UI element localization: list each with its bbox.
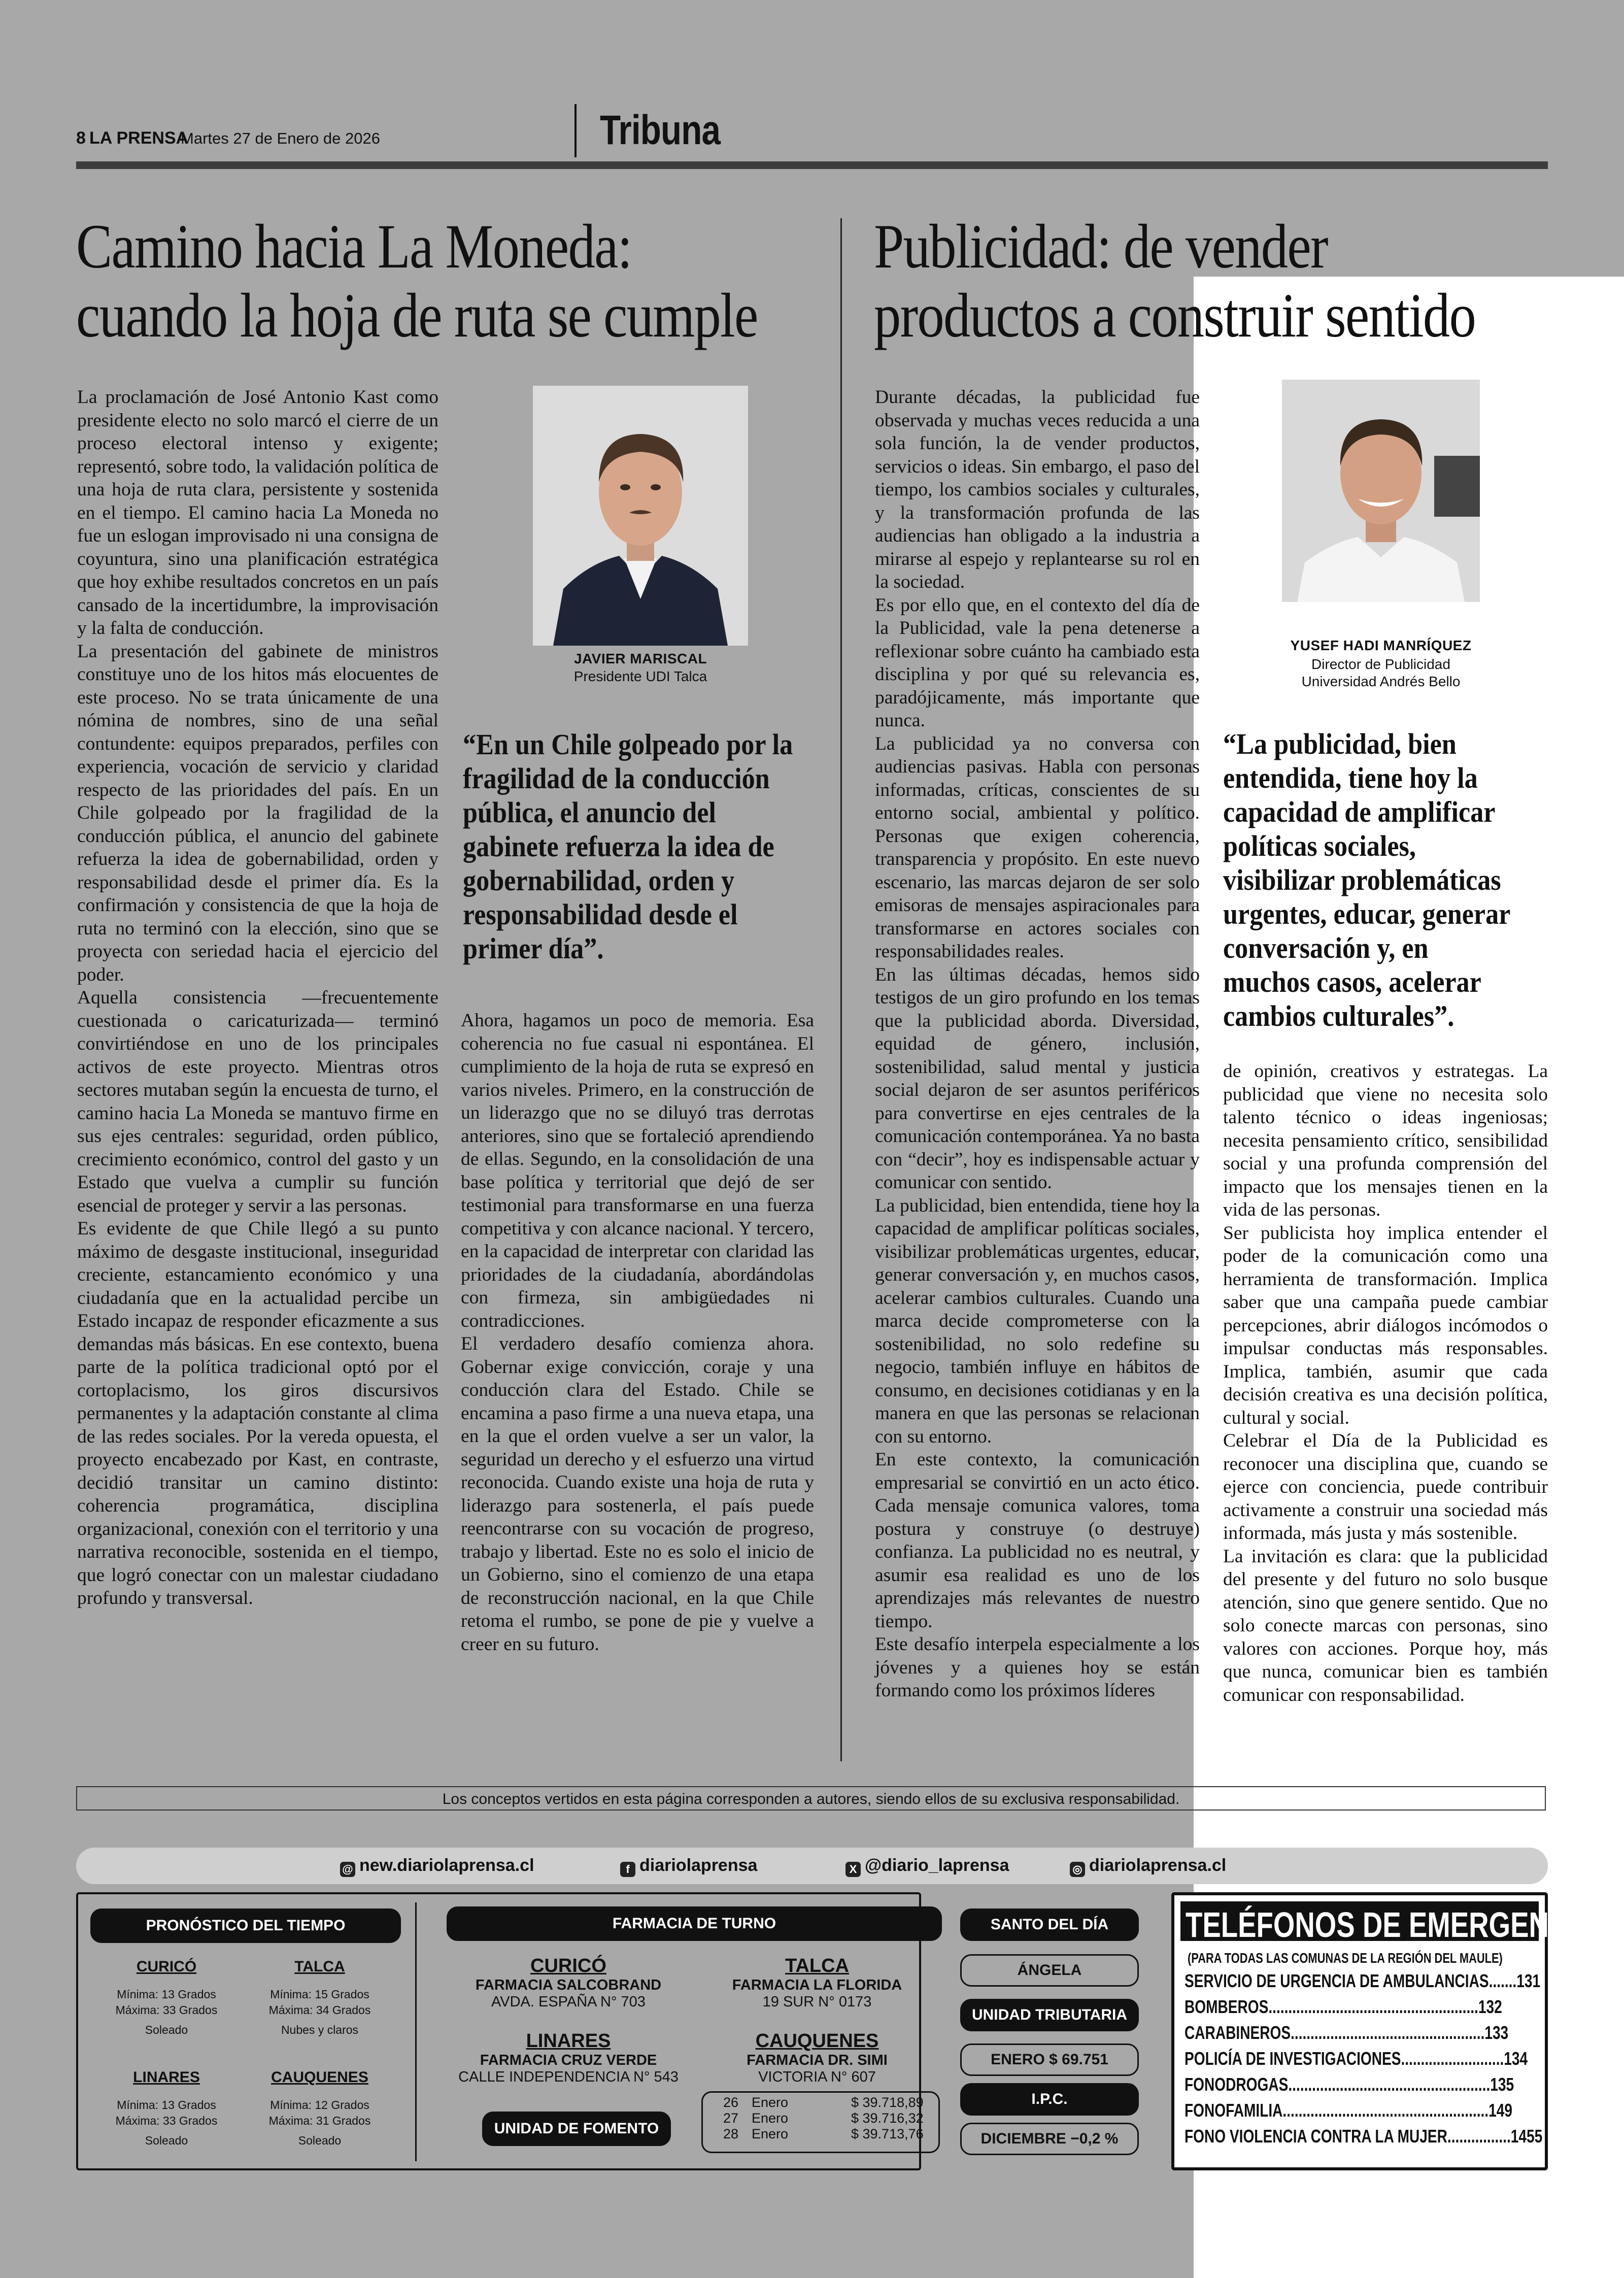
page-number: 8 bbox=[76, 128, 86, 148]
emergency-list bbox=[1185, 1970, 1543, 2152]
paragraph: En las últimas décadas, hemos sido testigos de un giro profundo en los temas que la publicidad aborda. Diversidad, equidad de género, inclusión, sostenibilidad, salud mental y justicia social dejaron de ser asuntos periféricos para convertirse en ejes centrales de la comunicación contemporánea. Ya no basta con “decir”, hoy es indispensable actuar y comunicar con sentido. bbox=[875, 964, 1200, 1193]
weather-talca: TALCA Mínima: 15 Grados Máxima: 34 Grados Nubes y claros bbox=[268, 1958, 371, 2036]
pharmacy-title: FARMACIA DE TURNO bbox=[447, 1906, 942, 1941]
right-headline-line2: productos a construir sentido bbox=[874, 281, 1476, 350]
paragraph: Ser publicista hoy implica entender el poder de la comunicación como una herramienta de transformación. Implica saber que una campaña puede cambiar percepciones, abrir diálogos incómodos o impulsar conductas más responsables. Implica, también, asumir que cada decisión creativa es una decisión política, cultural y social. bbox=[1223, 1222, 1548, 1428]
portrait-illustration bbox=[533, 386, 748, 646]
pharmacy-curico: CURICÓ FARMACIA SALCOBRAND AVDA. ESPAÑA N° 703 bbox=[475, 1955, 662, 2010]
newspaper-name: LA PRENSA bbox=[89, 128, 189, 148]
weather-curico: CURICÓ Mínima: 13 Grados Máxima: 33 Grados Soleado bbox=[115, 1958, 218, 2036]
paragraph: La publicidad ya no conversa con audiencias pasivas. Habla con personas informadas, críticas, conscientes de su entorno social, ambiental y político. Personas que exigen coherencia, transparencia y propósito. En este nuevo escenario, las marcas dejaron de ser solo emisoras de mensajes aspiracionales para transformarse en actores sociales con responsabilidades reales. bbox=[875, 733, 1200, 962]
paragraph: La proclamación de José Antonio Kast como presidente electo no solo marcó el cierre de un proceso electoral intenso y exigente; representó, sobre todo, la validación política de una hoja de ruta clara, persistente y sostenida en el tiempo. El camino hacia La Moneda no fue un eslogan improvisado ni una consigna de coyuntura, sino una planificación estratégica que hoy exhibe resultados concretos en un país cansado de la incertidumbre, la improvisación y la falta de conducción. bbox=[77, 387, 438, 639]
left-headline-line2: cuando la hoja de ruta se cumple bbox=[76, 281, 758, 350]
paragraph: Celebrar el Día de la Publicidad es reconocer una disciplina que, cuando se ejerce con conciencia, puede contribuir activamente a construir una sociedad más informada, más justa y más sostenible. bbox=[1223, 1430, 1548, 1544]
right-article-column-1 bbox=[875, 386, 1200, 1702]
fomento-label: UNIDAD DE FOMENTO bbox=[482, 2112, 671, 2146]
right-article-headline bbox=[874, 212, 1475, 350]
services-divider bbox=[415, 1902, 417, 2161]
paragraph: Este desafío interpela especialmente a los jóvenes y a quienes hoy se están formando como los próximos líderes bbox=[875, 1634, 1200, 1701]
right-headline-line1: Publicidad: de vender bbox=[874, 212, 1328, 281]
left-article-column-2 bbox=[461, 1009, 814, 1656]
left-article-headline bbox=[76, 212, 758, 350]
left-author-name: JAVIER MARISCAL bbox=[573, 651, 707, 666]
fomento-row: 26 Enero $ 39.718,89 bbox=[723, 2095, 924, 2110]
website-link[interactable]: @ new.diariolaprensa.cl bbox=[340, 1856, 534, 1877]
left-article-column-1 bbox=[77, 386, 438, 1610]
disclaimer-box: Los conceptos vertidos en esta página corresponden a autores, siendo ellos de su exclusiva responsabilidad. bbox=[76, 1786, 1546, 1811]
fomento-table bbox=[701, 2091, 940, 2153]
portrait-illustration bbox=[1282, 380, 1480, 602]
emergency-line: CARABINEROS.................................................133 bbox=[1185, 2022, 1509, 2043]
emergency-line: BOMBEROS.....................................................132 bbox=[1185, 1996, 1502, 2017]
santo-label: SANTO DEL DÍA bbox=[960, 1908, 1139, 1941]
article-divider bbox=[840, 218, 842, 1761]
right-article-column-2 bbox=[1223, 1060, 1548, 1706]
left-pull-quote: “En un Chile golpeado por la fragilidad de la conducción pública, el anuncio del gabinete refuerza la idea de gobernabilidad, orden y responsabilidad desde el primer día”. bbox=[463, 728, 793, 965]
emergency-line: FONODROGAS...................................................135 bbox=[1185, 2074, 1514, 2095]
facebook-icon: f bbox=[620, 1862, 635, 1877]
emergency-line: POLICÍA DE INVESTIGACIONES..........................134 bbox=[1185, 2048, 1528, 2069]
section-title: Tribuna bbox=[600, 107, 721, 153]
x-link[interactable]: X @diario_laprensa bbox=[845, 1856, 1009, 1877]
paragraph: En este contexto, la comunicación empresarial se convirtió en un acto ético. Cada mensaje comunica valores, toma postura y construye (o destruye) confianza. La publicidad no es neutral, y asumir esa realidad es uno de los aprendizajes más relevantes de nuestro tiempo. bbox=[875, 1449, 1200, 1632]
author-photo-javier-mariscal bbox=[533, 386, 748, 646]
author-photo-yusef-hadi bbox=[1282, 380, 1480, 602]
utm-label: UNIDAD TRIBUTARIA bbox=[960, 1999, 1139, 2031]
left-headline-line1: Camino hacia La Moneda: bbox=[76, 212, 632, 281]
paragraph: El verdadero desafío comienza ahora. Gobernar exige convicción, coraje y una conducción clara del Estado. Chile se encamina a paso firme a una nueva etapa, una en la que el orden vuelve a ser un valor, la seguridad un derecho y el esfuerzo una virtud reconocida. Cuando existe una hoja de ruta y liderazgo para sostenerla, el país puede reencontrarse con su vocación de progreso, trabajo y libertad. Este no es solo el inicio de un Gobierno, sino el comienzo de una etapa de reconstrucción nacional, en la que Chile retoma el rumbo, se pone de pie y vuelve a creer en su futuro. bbox=[461, 1333, 814, 1655]
paragraph: Aquella consistencia —frecuentemente cuestionada o caricaturizada— terminó convirtiéndose en uno de los principales activos de este proyecto. Mientras otros sectores mutaban según la encuesta de turno, el camino hacia La Moneda se mantuvo firme en sus ejes centrales: seguridad, orden público, crecimiento económico, control del gasto y un Estado que vuelva a cumplir su función esencial de proteger y servir a las personas. bbox=[77, 987, 438, 1216]
right-author-name: YUSEF HADI MANRÍQUEZ bbox=[1290, 638, 1472, 653]
globe-icon: @ bbox=[340, 1862, 355, 1877]
santo-value: ÁNGELA bbox=[960, 1954, 1139, 1987]
emergency-line: FONOFAMILIA....................................................149 bbox=[1185, 2100, 1512, 2121]
weather-cauquenes: CAUQUENES Mínima: 12 Grados Máxima: 31 Grados Soleado bbox=[268, 2069, 371, 2147]
header-divider bbox=[574, 104, 577, 157]
header-rule bbox=[76, 161, 1548, 169]
paragraph: La invitación es clara: que la publicidad del presente y del futuro no solo busque atención, sino que genere sentido. Que no solo conecte marcas con personas, sino valores con acciones. Porque hoy, más que nunca, comunicar bien es también comunicar con responsabilidad. bbox=[1223, 1546, 1548, 1705]
emergency-title: TELÉFONOS DE EMERGENCIA bbox=[1186, 1905, 1597, 1945]
issue-date: Martes 27 de Enero de 2026 bbox=[181, 129, 380, 147]
instagram-icon: ◎ bbox=[1070, 1862, 1085, 1877]
social-bar bbox=[76, 1848, 1548, 1884]
paragraph: Es evidente de que Chile llegó a su punto máximo de desgaste institucional, inseguridad creciente, estancamiento económico y una ciudadanía que en la actualidad percibe un Estado incapaz de responder eficazmente a sus demandas más básicas. En ese contexto, buena parte de la política tradicional optó por el cortoplacismo, los giros discursivos permanentes y la adaptación constante al clima de las redes sociales. Por la vereda opuesta, el proyecto encabezado por Kast, en contraste, decidió transitar un camino distinto: coherencia programática, disciplina organizacional, conexión con el territorio y una narrativa reconocible, sostenida en el tiempo, que logró conectar con un malestar ciudadano profundo y transversal. bbox=[77, 1218, 438, 1609]
weather-linares: LINARES Mínima: 13 Grados Máxima: 33 Grados Soleado bbox=[115, 2069, 218, 2147]
paragraph: Durante décadas, la publicidad fue observada y muchas veces reducida a una sola función, la de vender productos, servicios o ideas. Sin embargo, el paso del tiempo, los cambios sociales y culturales, y la transformación profunda de las audiencias han obligado a la industria a mirarse al espejo y replantearse su rol en la sociedad. bbox=[875, 387, 1200, 592]
pharmacy-linares: LINARES FARMACIA CRUZ VERDE CALLE INDEPENDENCIA N° 543 bbox=[458, 2030, 679, 2085]
paragraph: Ahora, hagamos un poco de memoria. Esa coherencia no fue casual ni espontánea. El cumplimiento de la hoja de ruta se expresó en varios niveles. Primero, en la construcción de un liderazgo que no se diluyó tras derrotas anteriores, sino que se fortaleció aprendiendo de ellas. Segundo, en la consolidación de una base política y territorial que dejó de ser testimonial para transformarse en una fuerza competitiva y con alcance nacional. Y tercero, en la capacidad de interpretar con claridad las prioridades de la ciudadanía, abordándolas con firmeza, sin ambigüedades ni contradicciones. bbox=[461, 1010, 814, 1331]
pharmacy-talca: TALCA FARMACIA LA FLORIDA 19 SUR N° 0173 bbox=[732, 1955, 902, 2010]
emergency-subtitle: (PARA TODAS LAS COMUNAS DE LA REGIÓN DEL MAULE) bbox=[1188, 1950, 1503, 1966]
paragraph: La presentación del gabinete de ministros constituye uno de los hitos más elocuentes de este proceso. No se trata únicamente de una nómina de nombres, sino de una señal contundente: equipos preparados, perfiles con experiencia, vocación de servicio y claridad respecto de las prioridades del país. En un Chile golpeado por la fragilidad de la conducción pública, el anuncio del gabinete refuerza la idea de gobernabilidad, orden y responsabilidad desde el primer día. Es la confirmación y consistencia de que la hoja de ruta no terminó con la elección, sino que se proyecta con seriedad hacia el ejercicio del poder. bbox=[77, 641, 438, 985]
x-icon: X bbox=[845, 1862, 861, 1877]
instagram-link[interactable]: ◎ diariolaprensa.cl bbox=[1070, 1856, 1226, 1877]
ipc-value: DICIEMBRE −0,2 % bbox=[960, 2123, 1139, 2155]
facebook-link[interactable]: f diariolaprensa bbox=[620, 1856, 757, 1877]
utm-value: ENERO $ 69.751 bbox=[960, 2044, 1139, 2076]
right-author-institution: Universidad Andrés Bello bbox=[1301, 674, 1461, 689]
pharmacy-cauquenes: CAUQUENES FARMACIA DR. SIMI VICTORIA N° 607 bbox=[747, 2030, 888, 2085]
paragraph: Es por ello que, en el contexto del día de la Publicidad, vale la pena detenerse a reflexionar sobre cuánto ha cambiado esta disciplina y por qué su relevancia es, paradójicamente, más importante que nunca. bbox=[875, 594, 1200, 731]
left-author-role: Presidente UDI Talca bbox=[573, 668, 707, 684]
emergency-line: FONO VIOLENCIA CONTRA LA MUJER................1455 bbox=[1185, 2126, 1543, 2147]
right-pull-quote: “La publicidad, bien entendida, tiene hoy la capacidad de amplificar políticas sociales, visibilizar problemáticas urgentes, educar, generar conversación y, en muchos casos, acelerar cambios culturales”. bbox=[1223, 727, 1510, 1032]
emergency-line: SERVICIO DE URGENCIA DE AMBULANCIAS.......131 bbox=[1185, 1970, 1541, 1991]
paragraph: La publicidad, bien entendida, tiene hoy la capacidad de amplificar políticas sociales, visibilizar problemáticas urgentes, educar, generar conversación y, en muchos casos, acelerar cambios culturales. Cuando una marca decide comprometerse con la sostenibilidad, no solo redefine su negocio, también influye en hábitos de consumo, en decisiones cotidianas y en la manera en que las personas se relacionan con su entorno. bbox=[875, 1195, 1200, 1447]
ipc-label: I.P.C. bbox=[960, 2083, 1139, 2116]
fomento-row: 27 Enero $ 39.716,32 bbox=[723, 2110, 924, 2126]
fomento-row: 28 Enero $ 39.713,76 bbox=[723, 2126, 924, 2141]
paragraph: de opinión, creativos y estrategas. La publicidad que viene no necesita solo talento técnico o ideas ingeniosas; necesita pensamiento crítico, sensibilidad social y una profunda comprensión del impacto que los mensajes tienen en la vida de las personas. bbox=[1223, 1061, 1548, 1220]
weather-title: PRONÓSTICO DEL TIEMPO bbox=[90, 1908, 401, 1943]
right-author-role: Director de Publicidad bbox=[1311, 656, 1450, 672]
